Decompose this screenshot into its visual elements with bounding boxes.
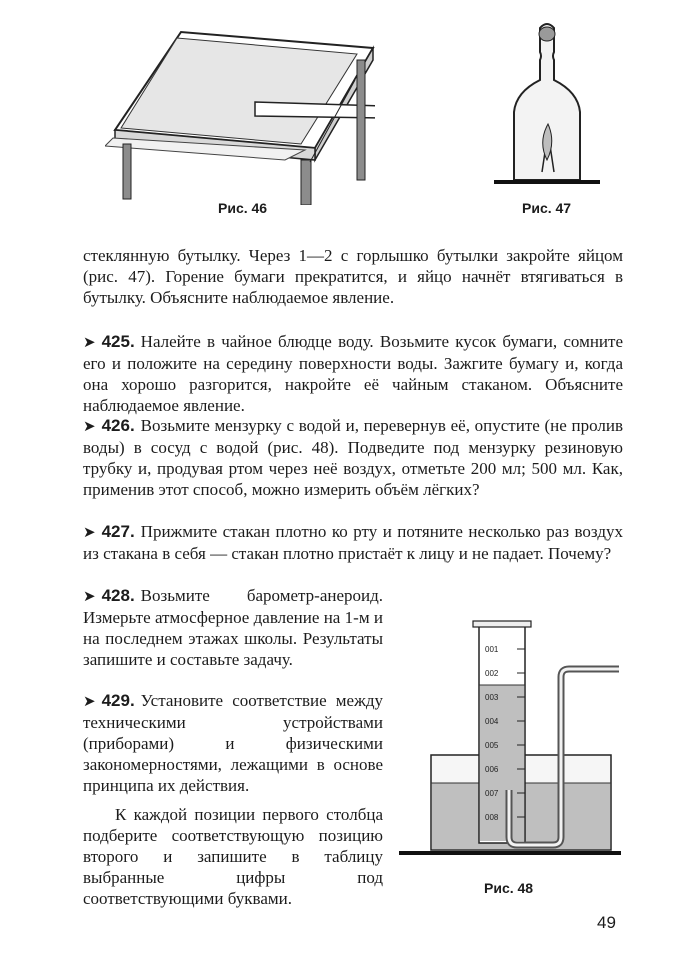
- scale-label: 006: [485, 765, 499, 774]
- problem-429-block: [83, 690, 383, 796]
- instruction-paragraph: К каждой позиции первого столбца подберите соответствующую позицию второго и запишите в таблицу выбранные цифры под соответствующими буквами.: [83, 805, 383, 908]
- scale-label: 001: [485, 645, 499, 654]
- page-number: 49: [597, 913, 616, 932]
- problem-text: Возьмите барометр-анероид. Измерьте атмосферное давление на 1-м и на последнем этажах школы. Результаты запишите и составьте задачу.: [83, 586, 383, 669]
- problem-text: Налейте в чайное блюдце воду. Возьмите кусок бумаги, сомните его и положите на середину поверхности воды. Зажгите бумагу и, когда она хорошо разгорится, накройте её чайным стаканом. Объясните наблюдаемое явление.: [83, 332, 623, 415]
- problem-428: [83, 585, 383, 670]
- continuation-paragraph: стеклянную бутылку. Через 1—2 с горлышко бутылки закройте яйцом (рис. 47). Горение бумаги прекратится, и яйцо начнёт втягиваться в бутылку. Объясните наблюдаемое явление.: [83, 246, 623, 307]
- problem-425: [83, 331, 623, 416]
- arrow-marker-icon: ➤: [83, 523, 96, 541]
- problem-number: 427.: [101, 522, 135, 541]
- problem-number: 426.: [101, 416, 135, 435]
- figure-47-illustration: [492, 20, 602, 190]
- problem-text: Возьмите мензурку с водой и, перевернув её, опустите (не пролив воды) в сосуд с водой (рис. 48). Подведите под мензурку резиновую трубку и, продувая ртом через неё воздух, отметьте 200 мл; 500 мл. Как, применив этот способ, можно измерить объём лёгких?: [83, 416, 623, 499]
- scale-label: 003: [485, 693, 499, 702]
- problem-text: Установите соответствие между техническими устройствами (приборами) и физическими закономерностями, лежащими в основе принципа их действия.: [83, 691, 383, 795]
- problem-426: [83, 415, 623, 500]
- figure-48-illustration: [395, 615, 625, 875]
- figure-46-caption: Рис. 46: [218, 200, 268, 216]
- problem-428-block: [83, 585, 383, 670]
- problem-429: [83, 690, 383, 796]
- problem-text: Прижмите стакан плотно ко рту и потяните несколько раз воздух из стакана в себя — стакан плотно пристаёт к лицу и не падает. Почему?: [83, 522, 623, 563]
- figure-48-caption: Рис. 48: [484, 880, 534, 896]
- arrow-marker-icon: ➤: [83, 333, 96, 351]
- scale-label: 005: [485, 741, 499, 750]
- arrow-marker-icon: ➤: [83, 587, 96, 605]
- scale-label: 007: [485, 789, 499, 798]
- scale-label: 008: [485, 813, 499, 822]
- arrow-marker-icon: ➤: [83, 692, 96, 710]
- figure-47-caption: Рис. 47: [522, 200, 572, 216]
- problem-426-block: [83, 415, 623, 500]
- problem-427-block: [83, 521, 623, 564]
- problem-425-block: [83, 331, 623, 416]
- problem-number: 429.: [101, 691, 135, 710]
- arrow-marker-icon: ➤: [83, 417, 96, 435]
- problem-427: [83, 521, 623, 564]
- continuation-text-block: [83, 245, 623, 308]
- problem-number: 425.: [101, 332, 135, 351]
- problem-number: 428.: [101, 586, 135, 605]
- scale-label: 004: [485, 717, 499, 726]
- scale-label: 002: [485, 669, 499, 678]
- instruction-block: [83, 804, 383, 909]
- figure-46-illustration: [105, 20, 375, 205]
